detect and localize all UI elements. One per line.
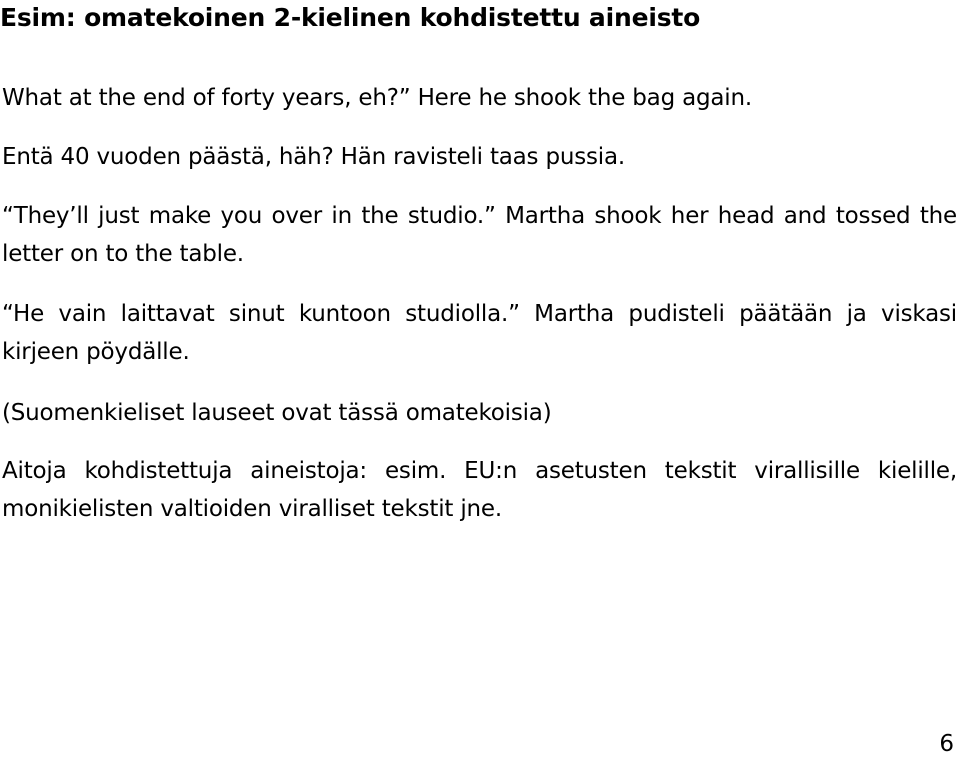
english-sentence-2: “They’ll just make you over in the studio.” Martha shook her head and tossed the letter on to the table. <box>2 203 957 267</box>
note-text: (Suomenkieliset lauseet ovat tässä omatekoisia) <box>2 400 552 426</box>
finnish-sentence-2: “He vain laittavat sinut kuntoon studiolla.” Martha pudisteli päätään ja viskasi kirjeen pöydälle. <box>2 301 957 365</box>
finnish-sentence-1: Entä 40 vuoden päästä, häh? Hän ravisteli taas pussia. <box>2 144 625 170</box>
english-sentence-1: What at the end of forty years, eh?” Here he shook the bag again. <box>2 85 752 111</box>
page-number: 6 <box>939 731 954 757</box>
aligned-corpora-examples: Aitoja kohdistettuja aineistoja: esim. EU:n asetusten tekstit virallisille kielille, monikielisten valtioiden viralliset tekstit jne. <box>2 458 957 522</box>
slide-title: Esim: omatekoinen 2-kielinen kohdistettu aineisto <box>0 3 701 32</box>
